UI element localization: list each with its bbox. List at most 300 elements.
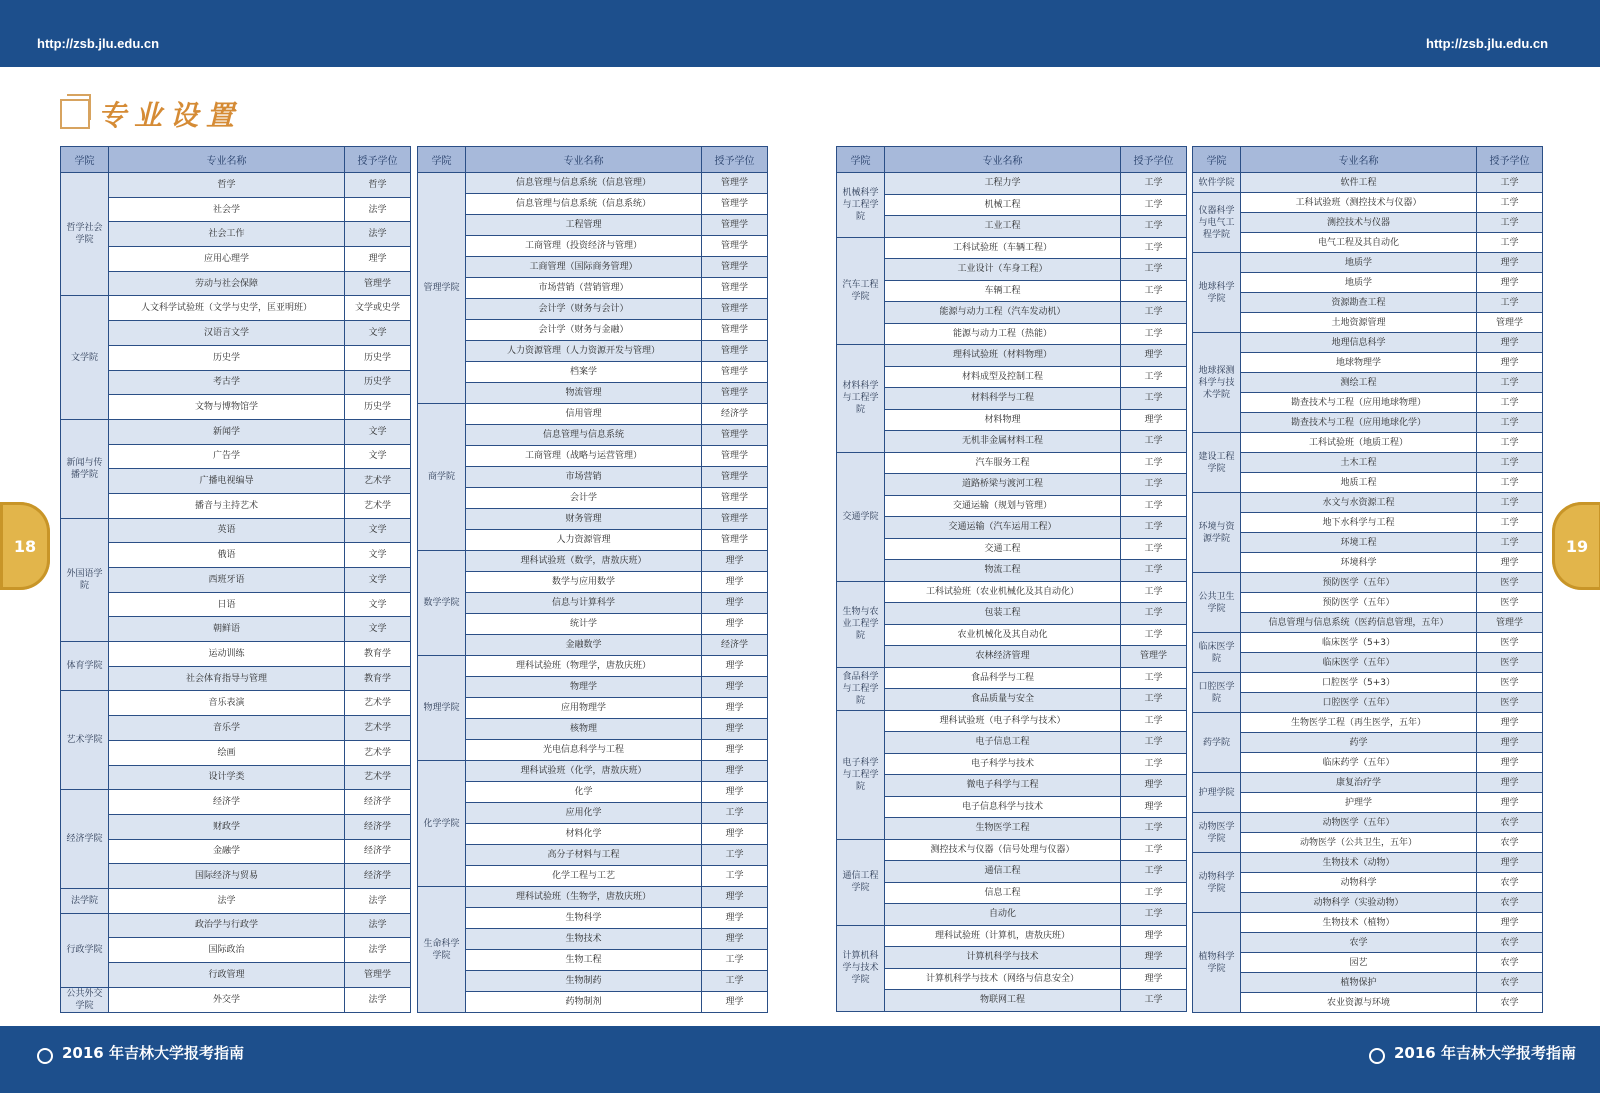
major-cell: 音乐学 [109, 716, 345, 741]
table-row [418, 173, 768, 194]
degree-cell: 艺术学 [345, 716, 411, 741]
major-cell: 社会工作 [109, 222, 345, 247]
degree-cell: 理学 [1477, 773, 1543, 793]
major-cell: 机械工程 [885, 194, 1121, 216]
major-cell: 农业资源与环境 [1241, 993, 1477, 1013]
table-row [1193, 693, 1543, 713]
major-cell: 绘画 [109, 740, 345, 765]
degree-cell: 工学 [1121, 431, 1187, 453]
degree-cell: 理学 [1121, 968, 1187, 990]
table-row [1193, 853, 1543, 873]
table-row [837, 345, 1187, 367]
table-row [837, 302, 1187, 324]
major-cell: 设计学类 [109, 765, 345, 790]
major-cell: 计算机科学与技术 [885, 947, 1121, 969]
major-cell: 食品科学与工程 [885, 667, 1121, 689]
degree-cell: 理学 [702, 719, 768, 740]
degree-cell: 工学 [1121, 259, 1187, 281]
degree-cell: 工学 [1121, 603, 1187, 625]
table-row [61, 592, 411, 617]
table-row [61, 987, 411, 1012]
table-row [837, 173, 1187, 195]
degree-cell: 工学 [1477, 433, 1543, 453]
degree-cell: 理学 [1477, 753, 1543, 773]
table-row [61, 765, 411, 790]
table-row [1193, 913, 1543, 933]
college-cell: 机械科学与工程学院 [837, 173, 885, 238]
table-row [61, 247, 411, 272]
table-row [1193, 453, 1543, 473]
degree-cell: 农学 [1477, 933, 1543, 953]
major-cell: 汉语言文学 [109, 321, 345, 346]
degree-cell: 管理学 [345, 963, 411, 988]
degree-cell: 理学 [702, 824, 768, 845]
table-row [1193, 513, 1543, 533]
degree-cell: 管理学 [702, 425, 768, 446]
table-row [418, 572, 768, 593]
majors-table-4 [1192, 146, 1543, 1013]
degree-cell: 理学 [1477, 553, 1543, 573]
major-cell: 社会体育指导与管理 [109, 666, 345, 691]
table-row [837, 775, 1187, 797]
degree-cell: 工学 [1121, 517, 1187, 539]
table-row [837, 624, 1187, 646]
college-cell: 管理学院 [418, 173, 466, 404]
table-row [61, 173, 411, 198]
major-cell: 地下水科学与工程 [1241, 513, 1477, 533]
table-row [1193, 833, 1543, 853]
degree-cell: 医学 [1477, 633, 1543, 653]
degree-cell: 管理学 [702, 257, 768, 278]
table-row [418, 614, 768, 635]
major-cell: 物联网工程 [885, 990, 1121, 1012]
table-row [837, 216, 1187, 238]
degree-cell: 经济学 [345, 839, 411, 864]
degree-cell: 管理学 [702, 383, 768, 404]
major-cell: 康复治疗学 [1241, 773, 1477, 793]
college-cell: 食品科学与工程学院 [837, 667, 885, 710]
degree-cell: 工学 [1121, 839, 1187, 861]
header-college: 学院 [61, 147, 109, 173]
major-cell: 哲学 [109, 173, 345, 198]
table-row [837, 732, 1187, 754]
degree-cell: 工学 [1121, 990, 1187, 1012]
table-row [837, 603, 1187, 625]
degree-cell: 理学 [1121, 409, 1187, 431]
degree-cell: 管理学 [1477, 613, 1543, 633]
major-cell: 金融学 [109, 839, 345, 864]
degree-cell: 文学 [345, 444, 411, 469]
table-row [418, 257, 768, 278]
degree-cell: 教育学 [345, 642, 411, 667]
degree-cell: 工学 [1121, 366, 1187, 388]
table-row [1193, 613, 1543, 633]
major-cell: 西班牙语 [109, 568, 345, 593]
table-row [418, 278, 768, 299]
major-cell: 生物工程 [466, 950, 702, 971]
major-cell: 化学工程与工艺 [466, 866, 702, 887]
degree-cell: 医学 [1477, 593, 1543, 613]
degree-cell: 医学 [1477, 673, 1543, 693]
degree-cell: 理学 [702, 782, 768, 803]
major-cell: 物理学 [466, 677, 702, 698]
degree-cell: 理学 [702, 698, 768, 719]
degree-cell: 管理学 [702, 509, 768, 530]
table-row [61, 864, 411, 889]
major-cell: 地球物理学 [1241, 353, 1477, 373]
major-cell: 音乐表演 [109, 691, 345, 716]
major-cell: 广播电视编导 [109, 469, 345, 494]
major-cell: 软件工程 [1241, 173, 1477, 193]
degree-cell: 理学 [1477, 853, 1543, 873]
major-cell: 车辆工程 [885, 280, 1121, 302]
major-cell: 人力资源管理 [466, 530, 702, 551]
major-cell: 预防医学（五年） [1241, 573, 1477, 593]
college-cell: 环境与资源学院 [1193, 493, 1241, 573]
degree-cell: 理学 [1477, 253, 1543, 273]
header-major: 专业名称 [885, 147, 1121, 173]
degree-cell: 农学 [1477, 873, 1543, 893]
major-cell: 统计学 [466, 614, 702, 635]
degree-cell: 农学 [1477, 973, 1543, 993]
major-cell: 材料科学与工程 [885, 388, 1121, 410]
table-row [61, 642, 411, 667]
major-cell: 市场营销 [466, 467, 702, 488]
major-cell: 勘查技术与工程（应用地球化学） [1241, 413, 1477, 433]
major-cell: 历史学 [109, 345, 345, 370]
major-cell: 财务管理 [466, 509, 702, 530]
major-cell: 数学与应用数学 [466, 572, 702, 593]
degree-cell: 工学 [1121, 194, 1187, 216]
table-row [1193, 713, 1543, 733]
table-row [418, 782, 768, 803]
college-cell: 仪器科学与电气工程学院 [1193, 193, 1241, 253]
table-row [61, 493, 411, 518]
table-row [418, 530, 768, 551]
major-cell: 环境科学 [1241, 553, 1477, 573]
major-cell: 电子信息工程 [885, 732, 1121, 754]
major-cell: 人文科学试验班（文学与史学，匡亚明班） [109, 296, 345, 321]
degree-cell: 理学 [702, 929, 768, 950]
major-cell: 经济学 [109, 790, 345, 815]
table-header-row [418, 147, 768, 173]
major-cell: 农林经济管理 [885, 646, 1121, 668]
degree-cell: 经济学 [702, 404, 768, 425]
degree-cell: 经济学 [345, 790, 411, 815]
table-row [1193, 213, 1543, 233]
major-cell: 预防医学（五年） [1241, 593, 1477, 613]
degree-cell: 工学 [1477, 213, 1543, 233]
table-row [837, 259, 1187, 281]
degree-cell: 管理学 [345, 271, 411, 296]
degree-cell: 理学 [1477, 713, 1543, 733]
table-row [61, 444, 411, 469]
major-cell: 生物技术 [466, 929, 702, 950]
major-cell: 工程力学 [885, 173, 1121, 195]
degree-cell: 工学 [1477, 513, 1543, 533]
major-cell: 工科试验班（测控技术与仪器） [1241, 193, 1477, 213]
college-cell: 行政学院 [61, 913, 109, 987]
bottom-footer-band [0, 1026, 1600, 1093]
table-row [61, 469, 411, 494]
degree-cell: 工学 [1121, 882, 1187, 904]
degree-cell: 管理学 [702, 467, 768, 488]
degree-cell: 工学 [702, 845, 768, 866]
major-cell: 地质工程 [1241, 473, 1477, 493]
degree-cell: 工学 [1121, 560, 1187, 582]
major-cell: 药学 [1241, 733, 1477, 753]
major-cell: 地质学 [1241, 253, 1477, 273]
table-row [418, 824, 768, 845]
table-row [837, 796, 1187, 818]
degree-cell: 文学 [345, 568, 411, 593]
table-row [418, 698, 768, 719]
college-cell: 护理学院 [1193, 773, 1241, 813]
table-row [837, 990, 1187, 1012]
table-row [61, 395, 411, 420]
table-row [418, 446, 768, 467]
degree-cell: 艺术学 [345, 765, 411, 790]
table-row [61, 568, 411, 593]
degree-cell: 艺术学 [345, 740, 411, 765]
major-cell: 档案学 [466, 362, 702, 383]
table-row [837, 409, 1187, 431]
table-row [418, 341, 768, 362]
degree-cell: 管理学 [702, 320, 768, 341]
degree-cell: 工学 [1121, 237, 1187, 259]
table-row [837, 474, 1187, 496]
degree-cell: 工学 [1477, 293, 1543, 313]
table-row [837, 517, 1187, 539]
degree-cell: 文学 [345, 419, 411, 444]
major-cell: 电气工程及其自动化 [1241, 233, 1477, 253]
major-cell: 英语 [109, 518, 345, 543]
degree-cell: 经济学 [345, 864, 411, 889]
major-cell: 理科试验班（物理学，唐敖庆班） [466, 656, 702, 677]
table-row [418, 929, 768, 950]
college-cell: 交通学院 [837, 452, 885, 581]
major-cell: 应用物理学 [466, 698, 702, 719]
major-cell: 播音与主持艺术 [109, 493, 345, 518]
table-row [837, 237, 1187, 259]
degree-cell: 理学 [702, 908, 768, 929]
table-row [418, 215, 768, 236]
degree-cell: 管理学 [702, 194, 768, 215]
degree-cell: 历史学 [345, 370, 411, 395]
degree-cell: 农学 [1477, 833, 1543, 853]
table-row [1193, 653, 1543, 673]
table-row [837, 839, 1187, 861]
table-row [61, 197, 411, 222]
degree-cell: 工学 [1477, 233, 1543, 253]
table-row [61, 963, 411, 988]
degree-cell: 管理学 [702, 236, 768, 257]
degree-cell: 工学 [1121, 538, 1187, 560]
major-cell: 工业工程 [885, 216, 1121, 238]
header-url-left[interactable]: http://zsb.jlu.edu.cn [37, 36, 160, 51]
major-cell: 临床医学（五年） [1241, 653, 1477, 673]
table-row [1193, 393, 1543, 413]
header-degree: 授予学位 [1477, 147, 1543, 173]
table-row [837, 818, 1187, 840]
table-row [1193, 733, 1543, 753]
degree-cell: 管理学 [1477, 313, 1543, 333]
table-row [837, 947, 1187, 969]
table-row [837, 560, 1187, 582]
table-row [1193, 593, 1543, 613]
table-row [837, 366, 1187, 388]
major-cell: 地理信息科学 [1241, 333, 1477, 353]
table-row [61, 370, 411, 395]
college-cell: 艺术学院 [61, 691, 109, 790]
major-cell: 会计学（财务与会计） [466, 299, 702, 320]
table-row [61, 345, 411, 370]
table-header-row [1193, 147, 1543, 173]
degree-cell: 理学 [1121, 925, 1187, 947]
major-cell: 理科试验班（电子科学与技术） [885, 710, 1121, 732]
degree-cell: 管理学 [702, 173, 768, 194]
table-row [837, 581, 1187, 603]
degree-cell: 理学 [702, 656, 768, 677]
table-row [418, 761, 768, 782]
table-row [418, 803, 768, 824]
major-cell: 农业机械化及其自动化 [885, 624, 1121, 646]
degree-cell: 工学 [1477, 413, 1543, 433]
table-row [837, 495, 1187, 517]
table-row [418, 362, 768, 383]
major-cell: 土木工程 [1241, 453, 1477, 473]
page-title: 专业设置 [98, 99, 243, 132]
table-row [837, 861, 1187, 883]
degree-cell: 工学 [1121, 323, 1187, 345]
table-row [418, 971, 768, 992]
degree-cell: 历史学 [345, 345, 411, 370]
table-row [837, 646, 1187, 668]
college-cell: 临床医学院 [1193, 633, 1241, 673]
major-cell: 工科试验班（农业机械化及其自动化） [885, 581, 1121, 603]
degree-cell: 法学 [345, 197, 411, 222]
major-cell: 会计学 [466, 488, 702, 509]
major-cell: 交通工程 [885, 538, 1121, 560]
college-cell: 动物医学学院 [1193, 813, 1241, 853]
degree-cell: 工学 [1121, 216, 1187, 238]
major-cell: 物流工程 [885, 560, 1121, 582]
major-cell: 临床医学（5+3） [1241, 633, 1477, 653]
degree-cell: 工学 [1121, 280, 1187, 302]
table-row [61, 419, 411, 444]
table-row [61, 296, 411, 321]
major-cell: 国际经济与贸易 [109, 864, 345, 889]
header-degree: 授予学位 [702, 147, 768, 173]
table-row [418, 656, 768, 677]
degree-cell: 教育学 [345, 666, 411, 691]
degree-cell: 理学 [702, 761, 768, 782]
table-row [61, 716, 411, 741]
degree-cell: 法学 [345, 987, 411, 1012]
degree-cell: 理学 [345, 247, 411, 272]
header-url-right[interactable]: http://zsb.jlu.edu.cn [1426, 36, 1549, 51]
major-cell: 信息管理与信息系统 [466, 425, 702, 446]
header-college: 学院 [418, 147, 466, 173]
table-row [1193, 293, 1543, 313]
major-cell: 生物医学工程 [885, 818, 1121, 840]
major-cell: 物流管理 [466, 383, 702, 404]
degree-cell: 工学 [1477, 393, 1543, 413]
major-cell: 地质学 [1241, 273, 1477, 293]
degree-cell: 管理学 [702, 299, 768, 320]
degree-cell: 管理学 [702, 362, 768, 383]
table-row [418, 740, 768, 761]
top-header-band [0, 0, 1600, 67]
degree-cell: 工学 [1121, 710, 1187, 732]
major-cell: 资源勘查工程 [1241, 293, 1477, 313]
table-row [418, 467, 768, 488]
table-row [418, 383, 768, 404]
major-cell: 药物制剂 [466, 992, 702, 1013]
degree-cell: 工学 [702, 950, 768, 971]
major-cell: 法学 [109, 888, 345, 913]
major-cell: 测控技术与仪器（信号处理与仪器） [885, 839, 1121, 861]
major-cell: 材料成型及控制工程 [885, 366, 1121, 388]
table-header-row [61, 147, 411, 173]
major-cell: 运动训练 [109, 642, 345, 667]
college-cell: 生物与农业工程学院 [837, 581, 885, 667]
college-cell: 法学院 [61, 888, 109, 913]
degree-cell: 医学 [1477, 573, 1543, 593]
degree-cell: 理学 [702, 614, 768, 635]
major-cell: 生物医学工程（再生医学，五年） [1241, 713, 1477, 733]
table-row [61, 666, 411, 691]
table-header-row [837, 147, 1187, 173]
major-cell: 汽车服务工程 [885, 452, 1121, 474]
degree-cell: 理学 [1477, 733, 1543, 753]
table-row [61, 790, 411, 815]
table-row [837, 431, 1187, 453]
degree-cell: 工学 [1121, 452, 1187, 474]
table-row [837, 904, 1187, 926]
major-cell: 护理学 [1241, 793, 1477, 813]
table-row [837, 280, 1187, 302]
major-cell: 理科试验班（数学，唐敖庆班） [466, 551, 702, 572]
major-cell: 文物与博物馆学 [109, 395, 345, 420]
degree-cell: 管理学 [702, 278, 768, 299]
degree-cell: 法学 [345, 938, 411, 963]
major-cell: 动物医学（五年） [1241, 813, 1477, 833]
table-row [1193, 873, 1543, 893]
table-row [61, 938, 411, 963]
college-cell: 地球探测科学与技术学院 [1193, 333, 1241, 433]
degree-cell: 医学 [1477, 653, 1543, 673]
major-cell: 理科试验班（材料物理） [885, 345, 1121, 367]
major-cell: 人力资源管理（人力资源开发与管理） [466, 341, 702, 362]
table-row [418, 236, 768, 257]
table-row [1193, 573, 1543, 593]
table-row [61, 888, 411, 913]
degree-cell: 工学 [1121, 818, 1187, 840]
college-cell: 通信工程学院 [837, 839, 885, 925]
footer-title-left: 2016 年吉林大学报考指南 [62, 1044, 244, 1062]
table-row [418, 551, 768, 572]
table-row [61, 691, 411, 716]
college-cell: 体育学院 [61, 642, 109, 691]
major-cell: 信息与计算科学 [466, 593, 702, 614]
degree-cell: 工学 [702, 971, 768, 992]
college-cell: 汽车工程学院 [837, 237, 885, 345]
college-cell: 新闻与传播学院 [61, 419, 109, 518]
table-row [1193, 893, 1543, 913]
degree-cell: 法学 [345, 913, 411, 938]
college-cell: 生命科学学院 [418, 887, 466, 1013]
